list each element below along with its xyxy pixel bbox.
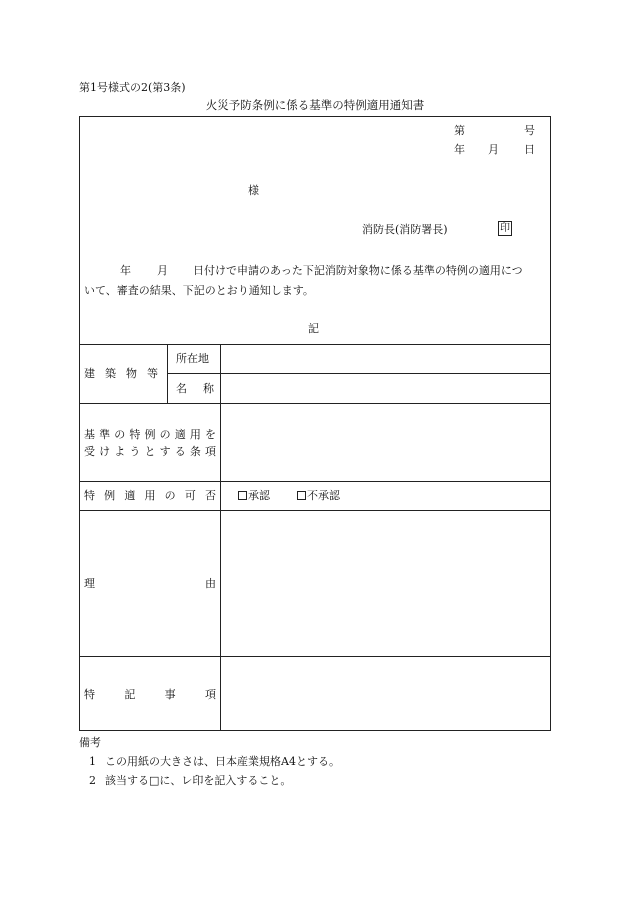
remark-item [89, 756, 340, 767]
divider-line [79, 510, 551, 511]
body-text-rest: 日付けで申請のあった下記消防対象物に係る基準の特例の適用につ [193, 264, 523, 277]
approve-option[interactable] [238, 490, 270, 501]
divider-line [79, 344, 551, 345]
name-label: 名称 [176, 382, 214, 395]
body-text-line2: いて、審査の結果、下記のとおり通知します。 [84, 284, 314, 297]
divider-line [79, 481, 551, 482]
date-day-label: 日 [524, 143, 535, 156]
form-number: 第1号様式の2(第3条) [79, 81, 186, 94]
location-label: 所在地 [176, 352, 209, 365]
number-prefix: 第 [454, 124, 465, 137]
clause-label-line2: 受けようとする条項 [84, 445, 216, 458]
clause-label-line1: 基準の特例の適用を [84, 428, 216, 441]
issuer-label: 消防長(消防署長) [362, 223, 448, 236]
approval-label: 特例適用の可否 [84, 489, 216, 502]
notes-label: 特記事項 [84, 688, 216, 701]
body-month-label: 月 [157, 264, 168, 277]
reject-option-label: 不承認 [307, 489, 340, 502]
divider-line [167, 344, 168, 403]
remark-item [89, 775, 291, 786]
ki-label: 記 [308, 322, 319, 335]
approve-option-label: 承認 [248, 489, 270, 502]
addressee-suffix: 様 [248, 184, 259, 197]
form-frame [79, 116, 551, 731]
remark-number: 2 [89, 774, 96, 787]
remark-number: 1 [89, 755, 96, 768]
reason-label: 理由 [84, 577, 216, 590]
divider-line [79, 656, 551, 657]
reject-option[interactable] [297, 490, 340, 501]
document-title: 火災予防条例に係る基準の特例適用通知書 [205, 98, 425, 112]
remark-text: この用紙の大きさは、日本産業規格A4とする。 [105, 755, 340, 768]
body-year-label: 年 [120, 264, 131, 277]
divider-line [220, 344, 221, 731]
remarks-title: 備考 [79, 736, 101, 749]
divider-line [167, 373, 551, 374]
seal-mark: 印 [500, 223, 510, 234]
remark-text: 該当する□に、レ印を記入すること。 [105, 774, 292, 787]
approve-checkbox[interactable] [238, 491, 247, 500]
divider-line [79, 403, 551, 404]
number-suffix: 号 [524, 124, 535, 137]
date-year-label: 年 [454, 143, 465, 156]
building-label: 建築物等 [84, 367, 158, 380]
reject-checkbox[interactable] [297, 491, 306, 500]
date-month-label: 月 [488, 143, 499, 156]
